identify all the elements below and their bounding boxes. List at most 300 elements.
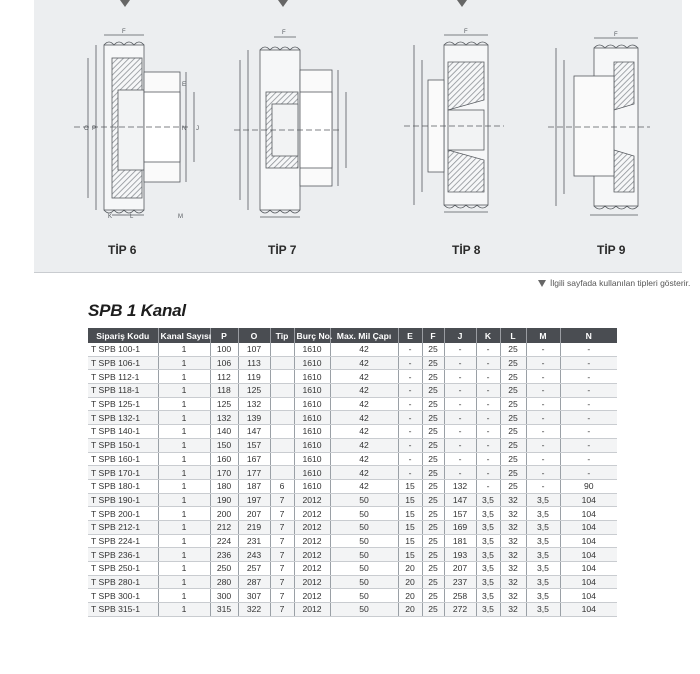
table-cell: 1610 <box>294 438 330 452</box>
table-row <box>88 438 617 452</box>
dim-n-tip6: N <box>182 126 187 132</box>
table-cell: 42 <box>330 397 398 411</box>
table-cell <box>270 384 294 398</box>
section-title: SPB 1 Kanal <box>88 301 186 320</box>
table-cell: 113 <box>238 356 270 370</box>
table-cell: 25 <box>500 356 526 370</box>
table-cell: 3,5 <box>476 575 500 589</box>
table-cell: - <box>526 384 560 398</box>
table-cell: - <box>560 397 617 411</box>
table-cell: 42 <box>330 356 398 370</box>
table-cell: 25 <box>500 479 526 493</box>
table-cell: 25 <box>500 411 526 425</box>
table-cell: 3,5 <box>526 562 560 576</box>
table-cell: 42 <box>330 370 398 384</box>
table-cell: 25 <box>422 562 444 576</box>
table-cell: - <box>476 356 500 370</box>
table-row <box>88 603 617 617</box>
table-cell: 25 <box>500 466 526 480</box>
table-cell: 104 <box>560 562 617 576</box>
table-cell <box>270 343 294 356</box>
column-header: N <box>560 328 617 343</box>
table-cell: 32 <box>500 562 526 576</box>
table-cell: - <box>398 384 422 398</box>
table-row <box>88 507 617 521</box>
table-cell: 25 <box>422 603 444 617</box>
table-cell: 2012 <box>294 534 330 548</box>
table-cell: 32 <box>500 507 526 521</box>
type-label-tip8: TİP 8 <box>452 243 481 257</box>
column-header: L <box>500 328 526 343</box>
table-cell: 250 <box>210 562 238 576</box>
table-cell: 132 <box>210 411 238 425</box>
table-cell: 50 <box>330 520 398 534</box>
table-row <box>88 356 617 370</box>
table-cell: - <box>444 466 476 480</box>
table-cell: 237 <box>444 575 476 589</box>
table-cell: 25 <box>422 425 444 439</box>
table-row <box>88 520 617 534</box>
table-cell: - <box>444 343 476 356</box>
table-cell: - <box>398 438 422 452</box>
column-header: J <box>444 328 476 343</box>
table-cell: 1 <box>158 534 210 548</box>
table-cell: 287 <box>238 575 270 589</box>
table-cell: T SPB 160-1 <box>88 452 158 466</box>
table-cell: - <box>398 466 422 480</box>
table-cell: 3,5 <box>476 562 500 576</box>
table-cell: 42 <box>330 425 398 439</box>
table-cell: - <box>444 397 476 411</box>
table-row <box>88 452 617 466</box>
table-cell: 1610 <box>294 425 330 439</box>
pulley-type-drawings <box>34 0 682 272</box>
table-row <box>88 370 617 384</box>
table-cell: - <box>398 425 422 439</box>
table-cell <box>270 425 294 439</box>
table-cell: 2012 <box>294 575 330 589</box>
table-cell: 1 <box>158 356 210 370</box>
table-cell: 25 <box>422 466 444 480</box>
table-cell: 119 <box>238 370 270 384</box>
table-cell: T SPB 106-1 <box>88 356 158 370</box>
table-cell: - <box>526 466 560 480</box>
table-cell: T SPB 224-1 <box>88 534 158 548</box>
column-header: M <box>526 328 560 343</box>
table-cell: 280 <box>210 575 238 589</box>
table-cell: 169 <box>444 520 476 534</box>
table-cell: 1 <box>158 397 210 411</box>
table-cell: 32 <box>500 534 526 548</box>
table-cell: 15 <box>398 520 422 534</box>
table-cell: 107 <box>238 343 270 356</box>
table-cell: T SPB 300-1 <box>88 589 158 603</box>
table-cell: 7 <box>270 520 294 534</box>
table-cell: 157 <box>444 507 476 521</box>
table-cell: - <box>526 479 560 493</box>
table-cell: - <box>476 384 500 398</box>
table-cell: 231 <box>238 534 270 548</box>
table-cell: 2012 <box>294 603 330 617</box>
table-cell: 132 <box>444 479 476 493</box>
table-cell: T SPB 170-1 <box>88 466 158 480</box>
table-cell <box>270 397 294 411</box>
table-cell: 50 <box>330 548 398 562</box>
type-arrow-icons <box>120 0 467 7</box>
table-cell: 42 <box>330 466 398 480</box>
table-cell: 106 <box>210 356 238 370</box>
table-cell: T SPB 250-1 <box>88 562 158 576</box>
table-cell: 20 <box>398 589 422 603</box>
table-cell: 25 <box>422 397 444 411</box>
table-cell: 32 <box>500 575 526 589</box>
table-cell: 25 <box>500 370 526 384</box>
table-cell: - <box>526 425 560 439</box>
table-cell: 193 <box>444 548 476 562</box>
table-cell: 25 <box>422 384 444 398</box>
table-cell: - <box>560 384 617 398</box>
table-cell: 243 <box>238 548 270 562</box>
table-cell: - <box>476 397 500 411</box>
table-cell: T SPB 280-1 <box>88 575 158 589</box>
table-cell: 1 <box>158 589 210 603</box>
table-cell: 1 <box>158 343 210 356</box>
table-cell: 132 <box>238 397 270 411</box>
table-cell: 42 <box>330 479 398 493</box>
table-cell: 1610 <box>294 411 330 425</box>
table-cell: 1 <box>158 575 210 589</box>
table-cell: 42 <box>330 384 398 398</box>
table-cell: - <box>526 370 560 384</box>
table-cell: 104 <box>560 507 617 521</box>
table-cell: 25 <box>422 534 444 548</box>
table-cell: - <box>560 356 617 370</box>
table-cell: 1 <box>158 438 210 452</box>
drawing-tip-6 <box>74 35 194 215</box>
column-header: Tip <box>270 328 294 343</box>
column-header: Sipariş Kodu <box>88 328 158 343</box>
table-cell: 50 <box>330 534 398 548</box>
table-cell: 104 <box>560 493 617 507</box>
table-cell: 1 <box>158 425 210 439</box>
table-cell: T SPB 140-1 <box>88 425 158 439</box>
table-cell: T SPB 100-1 <box>88 343 158 356</box>
table-cell: - <box>398 370 422 384</box>
table-cell: 50 <box>330 603 398 617</box>
table-cell: - <box>444 425 476 439</box>
table-cell: 42 <box>330 452 398 466</box>
table-row <box>88 548 617 562</box>
table-cell: - <box>560 411 617 425</box>
table-cell: 3,5 <box>476 507 500 521</box>
table-cell: 212 <box>210 520 238 534</box>
column-header: Max. Mil Çapı <box>330 328 398 343</box>
table-cell: 3,5 <box>526 575 560 589</box>
table-cell: 20 <box>398 603 422 617</box>
table-cell: 25 <box>422 356 444 370</box>
table-cell: 200 <box>210 507 238 521</box>
table-cell: - <box>398 356 422 370</box>
table-cell: 257 <box>238 562 270 576</box>
table-row <box>88 411 617 425</box>
table-cell: 25 <box>500 452 526 466</box>
table-cell: 104 <box>560 548 617 562</box>
drawing-tip-8 <box>404 35 504 212</box>
table-cell: - <box>560 343 617 356</box>
pulley-diagram-panel <box>34 0 682 273</box>
table-cell: - <box>444 370 476 384</box>
table-cell: - <box>560 370 617 384</box>
table-cell: 25 <box>422 589 444 603</box>
table-cell: 160 <box>210 452 238 466</box>
table-cell: 197 <box>238 493 270 507</box>
table-cell: 1 <box>158 507 210 521</box>
table-cell: 3,5 <box>526 589 560 603</box>
table-cell: 104 <box>560 575 617 589</box>
table-cell: 25 <box>500 438 526 452</box>
table-cell: - <box>526 411 560 425</box>
table-cell: 50 <box>330 589 398 603</box>
dim-l-tip6: L <box>130 214 134 220</box>
table-cell: - <box>398 397 422 411</box>
drawing-tip-9 <box>548 38 650 215</box>
table-cell: 25 <box>422 520 444 534</box>
table-cell: T SPB 180-1 <box>88 479 158 493</box>
table-cell: 104 <box>560 589 617 603</box>
table-cell: 7 <box>270 589 294 603</box>
table-cell: 3,5 <box>476 520 500 534</box>
table-cell: 32 <box>500 493 526 507</box>
table-cell: 3,5 <box>476 548 500 562</box>
column-header: Kanal Sayısı <box>158 328 210 343</box>
legend-note-text: İlgili sayfada kullanılan tipleri gösterir. <box>550 278 691 288</box>
table-cell: 7 <box>270 548 294 562</box>
drawing-tip-7 <box>234 37 346 217</box>
table-row <box>88 466 617 480</box>
legend-note <box>538 278 690 288</box>
column-header: O <box>238 328 270 343</box>
table-cell: 3,5 <box>526 534 560 548</box>
table-cell: 170 <box>210 466 238 480</box>
triangle-down-icon <box>538 280 546 287</box>
table-cell: 20 <box>398 562 422 576</box>
dim-f-tip9: F <box>614 32 618 38</box>
table-cell: 6 <box>270 479 294 493</box>
table-cell: 20 <box>398 575 422 589</box>
table-cell: 25 <box>422 493 444 507</box>
table-cell: 50 <box>330 575 398 589</box>
table-cell: - <box>476 466 500 480</box>
table-cell <box>270 370 294 384</box>
table-row <box>88 397 617 411</box>
table-cell: T SPB 150-1 <box>88 438 158 452</box>
table-row <box>88 384 617 398</box>
table-cell: 1610 <box>294 479 330 493</box>
table-row <box>88 493 617 507</box>
table-cell: 25 <box>422 507 444 521</box>
table-cell: - <box>476 452 500 466</box>
table-cell: - <box>526 343 560 356</box>
table-cell <box>270 356 294 370</box>
table-cell: 150 <box>210 438 238 452</box>
table-cell: 1610 <box>294 370 330 384</box>
table-cell: 7 <box>270 562 294 576</box>
table-cell: 15 <box>398 534 422 548</box>
table-cell: 1 <box>158 548 210 562</box>
table-cell: - <box>444 452 476 466</box>
table-cell: T SPB 125-1 <box>88 397 158 411</box>
table-cell: 3,5 <box>476 534 500 548</box>
table-cell: 42 <box>330 411 398 425</box>
column-header: E <box>398 328 422 343</box>
table-cell: 15 <box>398 548 422 562</box>
table-cell: 3,5 <box>526 548 560 562</box>
table-cell: 50 <box>330 562 398 576</box>
table-cell: 25 <box>500 425 526 439</box>
table-cell: 1 <box>158 603 210 617</box>
table-row <box>88 425 617 439</box>
table-cell: 125 <box>238 384 270 398</box>
table-cell: 7 <box>270 534 294 548</box>
table-cell: - <box>526 356 560 370</box>
table-cell: 15 <box>398 493 422 507</box>
table-cell: - <box>444 384 476 398</box>
table-cell: 25 <box>422 438 444 452</box>
table-cell: 1610 <box>294 397 330 411</box>
table-cell: T SPB 118-1 <box>88 384 158 398</box>
table-cell: 25 <box>500 397 526 411</box>
table-cell: 90 <box>560 479 617 493</box>
table-cell: 25 <box>422 343 444 356</box>
table-body <box>88 343 617 616</box>
table-cell: 15 <box>398 479 422 493</box>
table-cell: 140 <box>210 425 238 439</box>
table-cell: 2012 <box>294 507 330 521</box>
table-cell: 1610 <box>294 356 330 370</box>
table-cell: 7 <box>270 507 294 521</box>
table-header-row <box>88 328 617 343</box>
table-cell: 190 <box>210 493 238 507</box>
table-cell: 1 <box>158 411 210 425</box>
table-cell <box>270 438 294 452</box>
table-cell: 2012 <box>294 562 330 576</box>
table-cell: 7 <box>270 603 294 617</box>
table-cell: - <box>560 438 617 452</box>
table-cell: 112 <box>210 370 238 384</box>
table-cell: 177 <box>238 466 270 480</box>
table-cell: 50 <box>330 493 398 507</box>
table-cell: 1610 <box>294 466 330 480</box>
table-cell: 100 <box>210 343 238 356</box>
table-cell: 1 <box>158 479 210 493</box>
type-label-tip7: TİP 7 <box>268 243 297 257</box>
table-cell: - <box>398 343 422 356</box>
table-cell: - <box>560 425 617 439</box>
table-cell: 25 <box>422 411 444 425</box>
table-cell: 300 <box>210 589 238 603</box>
table-cell: 315 <box>210 603 238 617</box>
table-cell: T SPB 200-1 <box>88 507 158 521</box>
table-cell: 42 <box>330 438 398 452</box>
table-cell: 1610 <box>294 343 330 356</box>
table-cell: 104 <box>560 603 617 617</box>
table-cell: 272 <box>444 603 476 617</box>
table-cell: 3,5 <box>476 589 500 603</box>
table-cell: 2012 <box>294 589 330 603</box>
table-cell: - <box>476 411 500 425</box>
table-cell: - <box>444 411 476 425</box>
table-cell: 147 <box>444 493 476 507</box>
table-cell: T SPB 190-1 <box>88 493 158 507</box>
table-cell: T SPB 315-1 <box>88 603 158 617</box>
table-cell: 104 <box>560 520 617 534</box>
table-cell: 1 <box>158 452 210 466</box>
table-cell <box>270 411 294 425</box>
table-cell: - <box>476 425 500 439</box>
dim-k-tip6: K <box>108 214 113 220</box>
dim-o-tip6: O <box>84 126 89 132</box>
table-cell: 3,5 <box>526 493 560 507</box>
table-cell: 1 <box>158 562 210 576</box>
table-cell: 1 <box>158 384 210 398</box>
table-cell: 167 <box>238 452 270 466</box>
table-cell: 224 <box>210 534 238 548</box>
table-cell: 1610 <box>294 384 330 398</box>
table-cell: 236 <box>210 548 238 562</box>
table-cell: T SPB 236-1 <box>88 548 158 562</box>
table-cell: 25 <box>422 548 444 562</box>
table-row <box>88 534 617 548</box>
dim-f-tip7: F <box>282 30 286 36</box>
column-header: Burç No. <box>294 328 330 343</box>
table-cell: 7 <box>270 575 294 589</box>
table-cell: - <box>444 356 476 370</box>
table-cell: 25 <box>500 343 526 356</box>
table-cell: 219 <box>238 520 270 534</box>
table-cell: 3,5 <box>476 603 500 617</box>
table-cell: - <box>526 452 560 466</box>
table-cell: T SPB 132-1 <box>88 411 158 425</box>
table-cell: 139 <box>238 411 270 425</box>
dim-p-tip6: P <box>92 126 97 132</box>
spec-table <box>88 328 617 617</box>
type-label-tip9: TİP 9 <box>597 243 626 257</box>
table-cell: 1 <box>158 493 210 507</box>
table-cell: 25 <box>422 479 444 493</box>
table-cell: 25 <box>422 370 444 384</box>
table-cell: 1 <box>158 520 210 534</box>
table-cell: 104 <box>560 534 617 548</box>
table-cell: - <box>476 343 500 356</box>
table-cell: 118 <box>210 384 238 398</box>
table-cell: 322 <box>238 603 270 617</box>
table-cell: - <box>444 438 476 452</box>
table-cell: - <box>476 479 500 493</box>
table-row <box>88 562 617 576</box>
table-cell: 1 <box>158 370 210 384</box>
table-cell: 2012 <box>294 493 330 507</box>
table-cell: 181 <box>444 534 476 548</box>
table-cell: 25 <box>500 384 526 398</box>
table-row <box>88 589 617 603</box>
table-cell: - <box>476 438 500 452</box>
column-header: F <box>422 328 444 343</box>
table-cell: - <box>526 397 560 411</box>
table-cell: 207 <box>444 562 476 576</box>
dim-f-tip6: F <box>122 29 126 35</box>
table-cell: - <box>560 466 617 480</box>
table-cell: 307 <box>238 589 270 603</box>
